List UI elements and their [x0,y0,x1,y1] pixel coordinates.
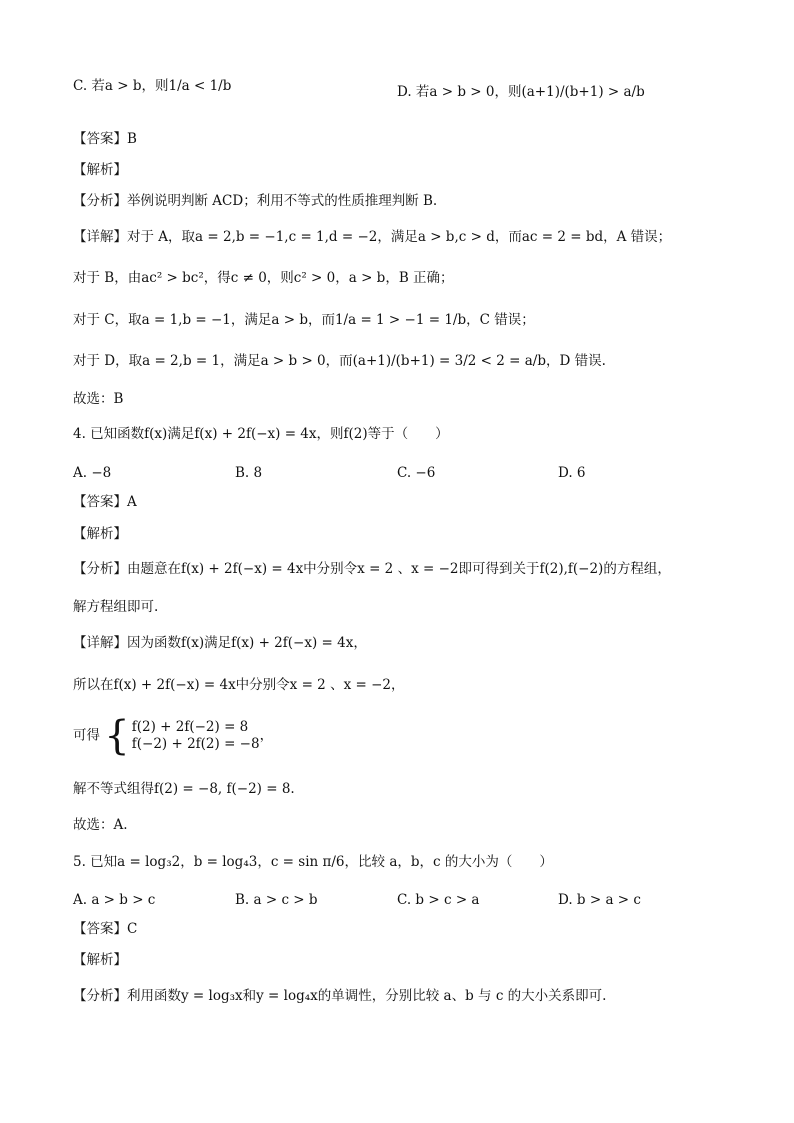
q3-option-d [397,80,645,100]
answer-label: 【答案】 [73,494,127,510]
fenxi-label: 【分析】 [73,193,127,209]
equation-system-prefix: 可得 [73,727,100,744]
q5-answer [73,923,137,937]
q3-option-c-text: C. 若a > b，则1/a < 1/b [73,78,232,94]
q4-xiangjie-3 [73,713,274,759]
xiangjie-text: 因为函数f(x)满足f(x) + 2f(−x) = 4x， [127,635,367,651]
q4-xiangjie-4: 解不等式组得f(2) = −8, f(−2) = 8. [73,781,295,797]
xiangjie-label: 【详解】 [73,635,127,651]
q3-xiangjie-3: 对于 C，取a = 1,b = −1，满足a > b，而1/a = 1 > −1 = 1/b，C 错误； [73,312,535,328]
answer-value: A [127,494,137,510]
answer-value: B [127,131,137,147]
equation-system [104,713,260,759]
left-brace-icon: { [104,713,130,759]
q4-option-b: B. 8 [235,465,263,481]
equation-row-1: f(2) + 2f(−2) = 8 [131,718,249,735]
q3-answer [73,133,137,147]
q5-option-d: D. b > a > c [558,892,641,908]
q4-option-c: C. −6 [397,465,436,481]
equation-row-2: f(−2) + 2f(2) = −8 [131,736,260,752]
q5-stem: 5. 已知a = log₃2，b = log₄3，c = sin π/6，比较 a，b，c 的大小为（ ） [73,854,553,870]
q3-option-c [73,80,231,94]
q5-fenxi [73,990,606,1004]
q5-option-a: A. a > b > c [73,892,156,908]
answer-value: C [127,921,138,937]
q4-fenxi-1 [73,563,671,577]
q3-fenxi [73,195,437,209]
q4-conclusion: 故选：A. [73,817,128,833]
q4-fenxi-2: 解方程组即可. [73,599,159,615]
q5-jiexi: 【解析】 [73,952,127,968]
xiangjie-text: 对于 A，取a = 2,b = −1,c = 1,d = −2，满足a > b,c > d，而ac = 2 = bd，A 错误； [127,229,672,245]
fenxi-label: 【分析】 [73,988,127,1004]
q5-option-b: B. a > c > b [235,892,318,908]
q3-option-d-text: D. 若a > b > 0，则(a+1)/(b+1) > a/b [397,84,645,100]
q3-xiangjie-2: 对于 B，由ac² > bc²，得c ≠ 0，则c² > 0，a > b，B 正确； [73,270,454,286]
answer-label: 【答案】 [73,131,127,147]
q3-xiangjie-4: 对于 D，取a = 2,b = 1，满足a > b > 0，而(a+1)/(b+1) = 3/2 < 2 = a/b，D 错误. [73,353,606,369]
answer-label: 【答案】 [73,921,127,937]
xiangjie-label: 【详解】 [73,229,127,245]
q4-xiangjie-2: 所以在f(x) + 2f(−x) = 4x中分别令x = 2 、x = −2， [73,677,405,693]
q3-conclusion: 故选：B [73,391,124,407]
q4-xiangjie-1 [73,637,367,651]
fenxi-text: 举例说明判断 ACD；利用不等式的性质推理判断 B. [127,193,438,209]
fenxi-text: 利用函数y = log₃x和y = log₄x的单调性，分别比较 a、b 与 c 的大小关系即可. [127,988,607,1004]
q4-stem: 4. 已知函数f(x)满足f(x) + 2f(−x) = 4x，则f(2)等于（ ） [73,426,449,442]
fenxi-text: 由题意在f(x) + 2f(−x) = 4x中分别令x = 2 、x = −2即可得到关于f(2),f(−2)的方程组， [127,561,671,577]
q3-jiexi: 【解析】 [73,162,127,178]
q4-answer [73,496,137,510]
equation-system-suffix: ， [259,727,274,744]
q4-jiexi: 【解析】 [73,526,127,542]
q4-option-d: D. 6 [558,465,586,481]
q4-option-a: A. −8 [73,465,112,481]
fenxi-label: 【分析】 [73,561,127,577]
q3-xiangjie-1 [73,231,671,245]
q5-option-c: C. b > c > a [397,892,480,908]
